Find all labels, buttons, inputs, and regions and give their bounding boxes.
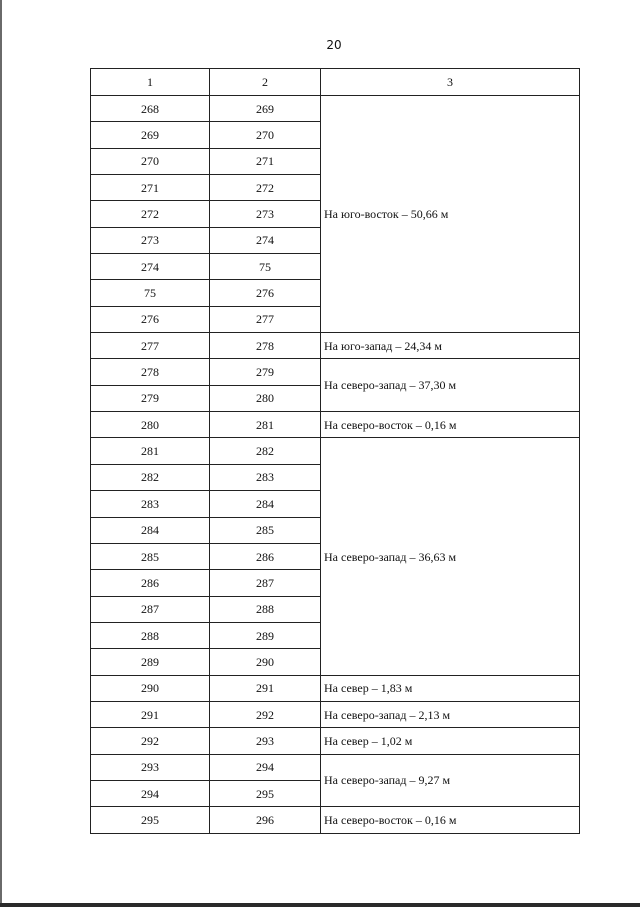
boundary-table xyxy=(90,68,580,834)
point-from-cell: 290 xyxy=(91,675,210,701)
header-col-2: 2 xyxy=(210,69,321,96)
point-from-cell: 287 xyxy=(91,596,210,622)
table-row xyxy=(91,96,580,122)
point-to-cell: 272 xyxy=(210,175,321,201)
point-from-cell: 285 xyxy=(91,543,210,569)
point-to-cell: 285 xyxy=(210,517,321,543)
point-from-cell: 276 xyxy=(91,306,210,332)
point-to-cell: 276 xyxy=(210,280,321,306)
point-to-cell: 289 xyxy=(210,622,321,648)
point-from-cell: 268 xyxy=(91,96,210,122)
point-to-cell: 278 xyxy=(210,333,321,359)
point-from-cell: 270 xyxy=(91,148,210,174)
point-from-cell: 289 xyxy=(91,649,210,675)
point-to-cell: 75 xyxy=(210,254,321,280)
point-from-cell: 277 xyxy=(91,333,210,359)
direction-cell: На север – 1,02 м xyxy=(321,728,580,754)
point-to-cell: 269 xyxy=(210,96,321,122)
point-to-cell: 273 xyxy=(210,201,321,227)
point-to-cell: 282 xyxy=(210,438,321,464)
point-from-cell: 284 xyxy=(91,517,210,543)
point-from-cell: 274 xyxy=(91,254,210,280)
point-from-cell: 291 xyxy=(91,701,210,727)
point-to-cell: 287 xyxy=(210,570,321,596)
point-to-cell: 283 xyxy=(210,464,321,490)
point-from-cell: 288 xyxy=(91,622,210,648)
table-row xyxy=(91,359,580,385)
point-to-cell: 296 xyxy=(210,807,321,833)
table-row xyxy=(91,754,580,780)
point-from-cell: 295 xyxy=(91,807,210,833)
direction-cell: На юго-запад – 24,34 м xyxy=(321,333,580,359)
direction-cell: На северо-запад – 36,63 м xyxy=(321,438,580,675)
point-from-cell: 293 xyxy=(91,754,210,780)
direction-cell: На северо-запад – 2,13 м xyxy=(321,701,580,727)
point-from-cell: 278 xyxy=(91,359,210,385)
point-to-cell: 292 xyxy=(210,701,321,727)
point-from-cell: 281 xyxy=(91,438,210,464)
direction-cell: На северо-запад – 9,27 м xyxy=(321,754,580,807)
direction-cell: На север – 1,83 м xyxy=(321,675,580,701)
table-header-row xyxy=(91,69,580,96)
header-col-3: 3 xyxy=(321,69,580,96)
page-left-edge xyxy=(0,0,2,907)
point-to-cell: 281 xyxy=(210,412,321,438)
point-to-cell: 279 xyxy=(210,359,321,385)
point-from-cell: 75 xyxy=(91,280,210,306)
point-from-cell: 273 xyxy=(91,227,210,253)
direction-cell: На северо-запад – 37,30 м xyxy=(321,359,580,412)
table-row xyxy=(91,412,580,438)
point-from-cell: 292 xyxy=(91,728,210,754)
direction-cell: На юго-восток – 50,66 м xyxy=(321,96,580,333)
point-from-cell: 272 xyxy=(91,201,210,227)
page-bottom-edge xyxy=(0,903,640,907)
direction-cell: На северо-восток – 0,16 м xyxy=(321,412,580,438)
point-from-cell: 269 xyxy=(91,122,210,148)
point-to-cell: 294 xyxy=(210,754,321,780)
table-row xyxy=(91,438,580,464)
point-from-cell: 271 xyxy=(91,175,210,201)
point-to-cell: 280 xyxy=(210,385,321,411)
point-to-cell: 277 xyxy=(210,306,321,332)
point-from-cell: 279 xyxy=(91,385,210,411)
point-from-cell: 283 xyxy=(91,491,210,517)
table-row xyxy=(91,728,580,754)
point-from-cell: 286 xyxy=(91,570,210,596)
table-row xyxy=(91,701,580,727)
point-to-cell: 286 xyxy=(210,543,321,569)
point-to-cell: 291 xyxy=(210,675,321,701)
table-body xyxy=(91,69,580,834)
point-to-cell: 288 xyxy=(210,596,321,622)
point-from-cell: 294 xyxy=(91,780,210,806)
table-row xyxy=(91,675,580,701)
point-to-cell: 271 xyxy=(210,148,321,174)
point-to-cell: 295 xyxy=(210,780,321,806)
point-from-cell: 280 xyxy=(91,412,210,438)
table-row xyxy=(91,807,580,833)
point-to-cell: 293 xyxy=(210,728,321,754)
header-col-1: 1 xyxy=(91,69,210,96)
point-to-cell: 290 xyxy=(210,649,321,675)
table-row xyxy=(91,333,580,359)
point-to-cell: 284 xyxy=(210,491,321,517)
point-to-cell: 274 xyxy=(210,227,321,253)
point-to-cell: 270 xyxy=(210,122,321,148)
point-from-cell: 282 xyxy=(91,464,210,490)
page-number: 20 xyxy=(326,38,342,52)
direction-cell: На северо-восток – 0,16 м xyxy=(321,807,580,833)
